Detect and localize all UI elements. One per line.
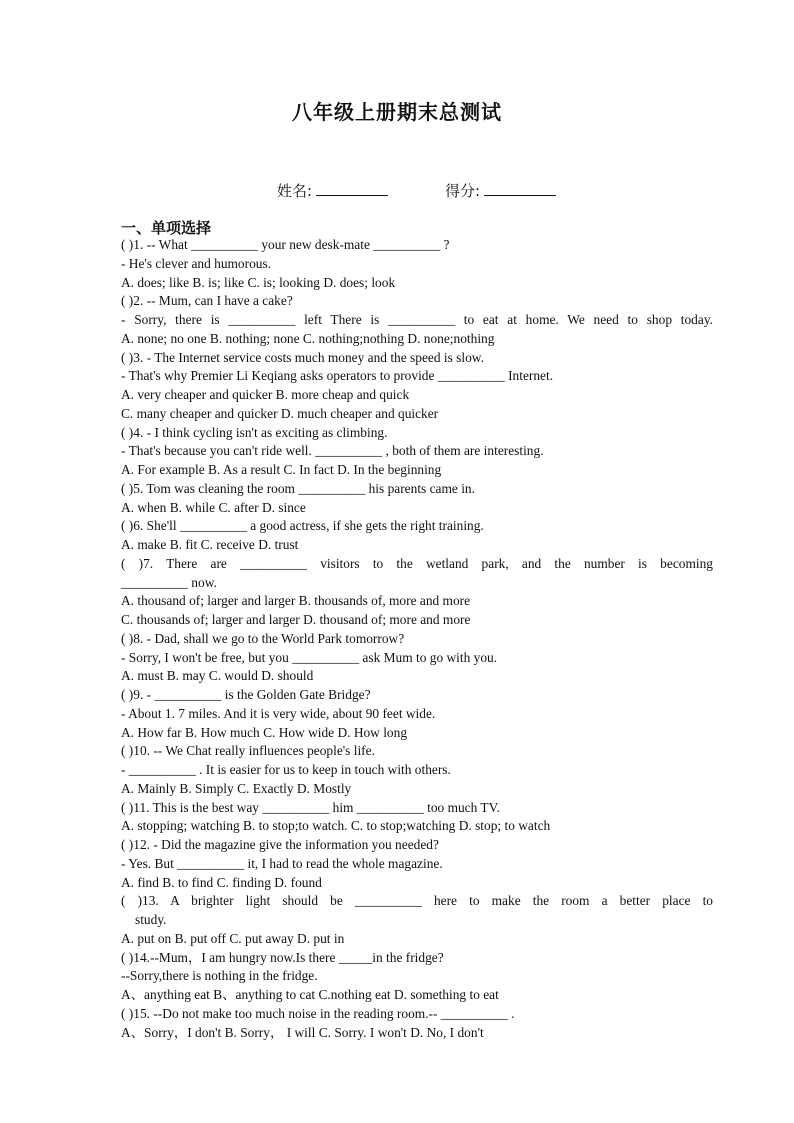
question-line: ( )7. There are __________ visitors to the wetland park, and the number is becoming — [121, 555, 713, 571]
question-line: ( )3. - The Internet service costs much money and the speed is slow. — [121, 349, 484, 365]
question-line: ( )1. -- What __________ your new desk-mate __________ ? — [121, 237, 450, 252]
option-line: A. For example B. As a result C. In fact D. In the beginning — [121, 462, 442, 477]
question-line: __________ now. — [121, 574, 217, 590]
option-line: A. put on B. put off C. put away D. put in — [121, 930, 345, 946]
question-line: ( )12. - Did the magazine give the information you needed? — [121, 837, 439, 852]
option-line: A. very cheaper and quicker B. more cheap and quick — [121, 387, 410, 402]
option-line: A. make B. fit C. receive D. trust — [121, 537, 299, 552]
option-line: C. thousands of; larger and larger D. thousand of; more and more — [121, 612, 471, 627]
question-line: ( )10. -- We Chat really influences people's life. — [121, 743, 375, 759]
option-line: A. stopping; watching B. to stop;to watch. C. to stop;watching D. stop; to watch — [121, 818, 551, 834]
score-blank[interactable] — [484, 181, 556, 196]
name-blank[interactable] — [316, 181, 388, 196]
score-label: 得分: — [445, 182, 481, 200]
question-line: ( )2. -- Mum, can I have a cake? — [121, 293, 293, 309]
page-title: 八年级上册期末总测试 — [292, 100, 502, 124]
question-list — [121, 236, 713, 1042]
question-line: --Sorry,there is nothing in the fridge. — [121, 968, 318, 984]
question-line: ( )9. - __________ is the Golden Gate Bridge? — [121, 687, 371, 702]
option-line: A、Sorry，I don't B. Sorry， I will C. Sorry. I won't D. No, I don't — [121, 1024, 484, 1040]
question-line: - He's clever and humorous. — [121, 255, 272, 271]
option-line: A. Mainly B. Simply C. Exactly D. Mostly — [121, 780, 352, 796]
question-line: ( )4. - I think cycling isn't as exciting as climbing. — [121, 424, 388, 440]
question-line: - Sorry, there is __________ left There is __________ to eat at home. We need to shop today. — [121, 312, 713, 327]
question-line: study. — [135, 912, 167, 927]
name-field — [277, 180, 388, 201]
question-line: - __________ . It is easier for us to keep in touch with others. — [121, 762, 451, 777]
question-line: ( )15. --Do not make too much noise in the reading room.-- __________ . — [121, 1005, 515, 1021]
question-line: ( )11. This is the best way __________ him __________ too much TV. — [121, 799, 500, 815]
option-line: A. must B. may C. would D. should — [121, 668, 314, 684]
option-line: A、anything eat B、anything to cat C.nothing eat D. something to eat — [121, 987, 499, 1002]
question-line: ( )5. Tom was cleaning the room __________ his parents came in. — [121, 480, 475, 496]
option-line: A. none; no one B. nothing; none C. nothing;nothing D. none;nothing — [121, 330, 495, 346]
question-line: ( )6. She'll __________ a good actress, if she gets the right training. — [121, 518, 484, 534]
question-line: - Yes. But __________ it, I had to read the whole magazine. — [121, 855, 443, 871]
option-line: C. many cheaper and quicker D. much cheaper and quicker — [121, 405, 439, 421]
question-line: ( )13. A brighter light should be __________ here to make the room a better place to — [121, 893, 713, 909]
question-line: - That's because you can't ride well. __________ , both of them are interesting. — [121, 443, 544, 459]
question-line: ( )14.--Mum，I am hungry now.Is there _____in the fridge? — [121, 949, 444, 965]
score-field — [445, 180, 556, 201]
option-line: A. does; like B. is; like C. is; looking D. does; look — [121, 274, 396, 290]
option-line: A. when B. while C. after D. since — [121, 499, 306, 515]
option-line: A. How far B. How much C. How wide D. How long — [121, 724, 408, 740]
name-label: 姓名: — [277, 182, 313, 200]
question-line: - Sorry, I won't be free, but you __________ ask Mum to go with you. — [121, 649, 498, 665]
question-line: - About 1. 7 miles. And it is very wide, about 90 feet wide. — [121, 705, 436, 721]
option-line: A. find B. to find C. finding D. found — [121, 874, 322, 890]
section-heading: 一、单项选择 — [121, 219, 212, 237]
option-line: A. thousand of; larger and larger B. thousands of, more and more — [121, 593, 471, 609]
question-line: - That's why Premier Li Keqiang asks operators to provide __________ Internet. — [121, 368, 554, 384]
question-line: ( )8. - Dad, shall we go to the World Park tomorrow? — [121, 630, 405, 646]
